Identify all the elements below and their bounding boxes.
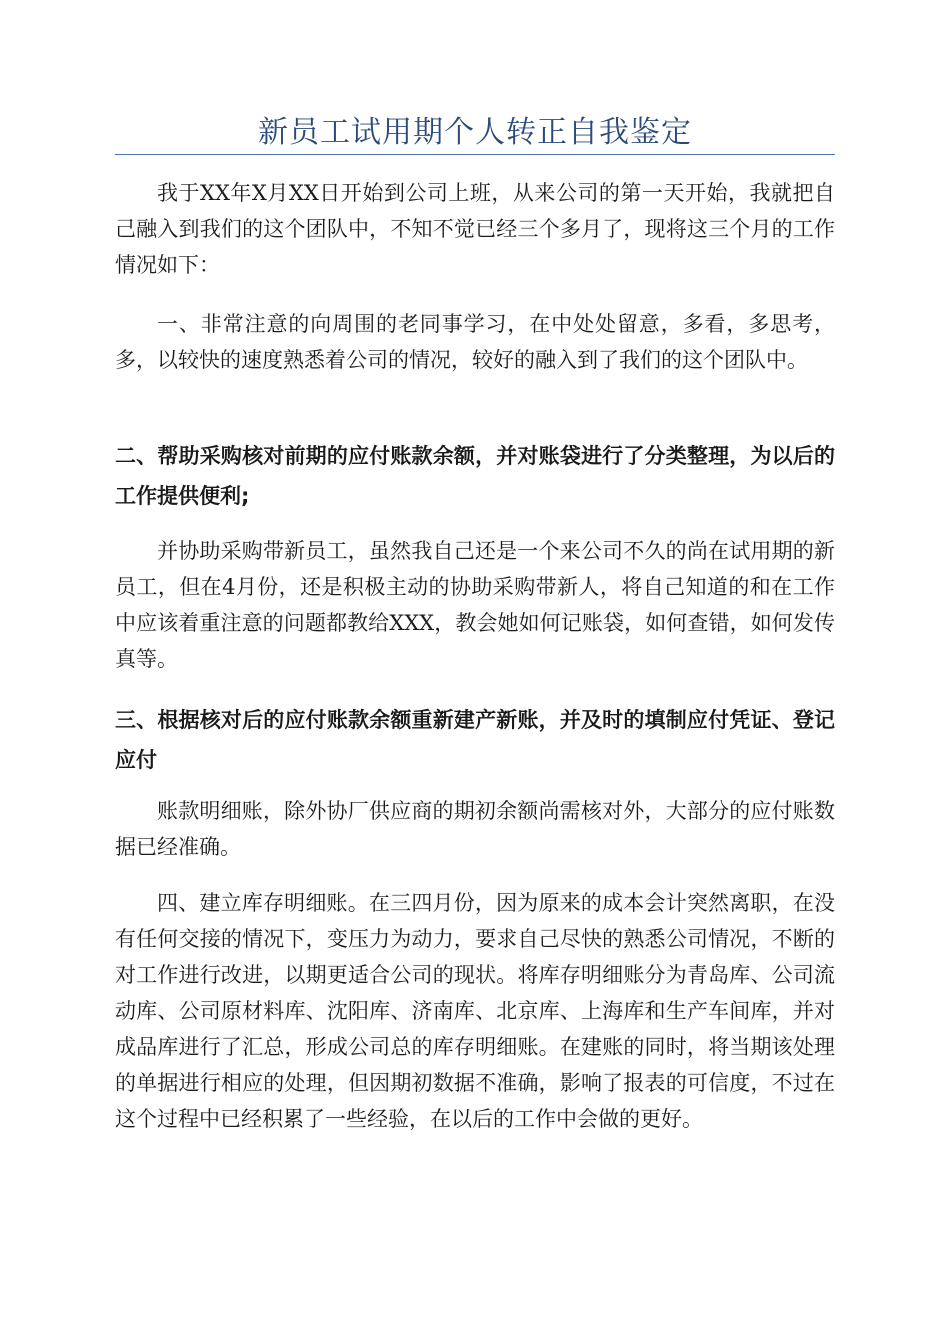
heading-item-2: 二、帮助采购核对前期的应付账款余额，并对账袋进行了分类整理，为以后的工作提供便利; xyxy=(115,444,835,508)
paragraph-item-2-body: 并协助采购带新员工，虽然我自己还是一个来公司不久的尚在试用期的新员工，但在4月份，还是积极主动的协助采购带新人，将自己知道的和在工作中应该着重注意的问题都教给XXX，教会她如何记账袋，如何查错，如何发传真等。 xyxy=(115,539,835,671)
paragraph-item-1: 一、非常注意的向周围的老同事学习，在中处处留意，多看，多思考，多，以较快的速度熟悉着公司的情况，较好的融入到了我们的这个团队中。 xyxy=(115,312,835,372)
document-title: 新员工试用期个人转正自我鉴定 xyxy=(258,115,692,150)
paragraph-item-3-body: 账款明细账，除外协厂供应商的期初余额尚需核对外，大部分的应付账数据已经准确。 xyxy=(115,799,835,859)
title-underline xyxy=(115,154,835,155)
paragraph-intro: 我于XX年X月XX日开始到公司上班，从来公司的第一天开始，我就把自己融入到我们的这个团队中，不知不觉已经三个多月了，现将这三个月的工作情况如下： xyxy=(115,181,835,277)
heading-item-3: 三、根据核对后的应付账款余额重新建产新账，并及时的填制应付凭证、登记应付 xyxy=(115,708,835,772)
paragraph-item-4: 四、建立库存明细账。在三四月份，因为原来的成本会计突然离职，在没有任何交接的情况下，变压力为动力，要求自己尽快的熟悉公司情况，不断的对工作进行改进，以期更适合公司的现状。将库存明细账分为青岛库、公司流动库、公司原材料库、沈阳库、济南库、北京库、上海库和生产车间库，并对成品库进行了汇总，形成公司总的库存明细账。在建账的同时，将当期该处理的单据进行相应的处理，但因期初数据不准确，影响了报表的可信度，不过在这个过程中已经积累了一些经验，在以后的工作中会做的更好。 xyxy=(115,891,835,1131)
